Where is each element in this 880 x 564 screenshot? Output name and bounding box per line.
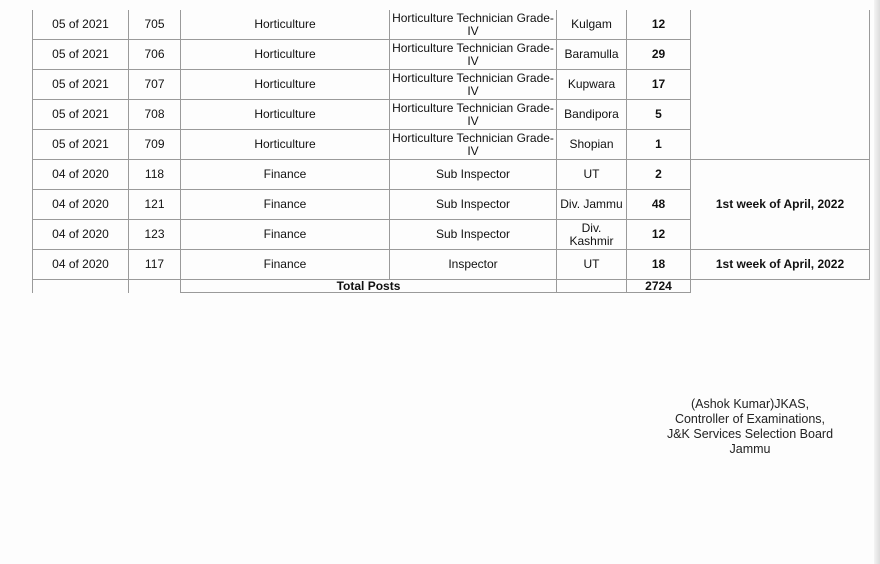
table-row: [33, 160, 870, 190]
notification-cell: 05 of 2021: [33, 40, 129, 70]
schedule-cell: 1st week of April, 2022: [691, 250, 870, 280]
schedule-cell: [691, 10, 870, 160]
schedule-cell: 1st week of April, 2022: [691, 160, 870, 250]
district-cell: Bandipora: [557, 100, 627, 130]
blank-cell: [129, 280, 181, 293]
signatory-title: Controller of Examinations,: [674, 412, 826, 426]
post-cell: Horticulture Technician Grade-IV: [390, 130, 557, 160]
signatory-organization: J&K Services Selection Board: [666, 427, 834, 441]
department-cell: Finance: [181, 250, 390, 280]
item-no-cell: 706: [129, 40, 181, 70]
post-cell: Horticulture Technician Grade-IV: [390, 100, 557, 130]
item-no-cell: 708: [129, 100, 181, 130]
posts-count-cell: 5: [627, 100, 691, 130]
signature-block: [650, 397, 850, 457]
item-no-cell: 123: [129, 220, 181, 250]
blank-cell: [557, 280, 627, 293]
department-cell: Finance: [181, 190, 390, 220]
notification-cell: 05 of 2021: [33, 10, 129, 40]
department-cell: Horticulture: [181, 40, 390, 70]
blank-cell: [33, 280, 129, 293]
post-cell: Sub Inspector: [390, 220, 557, 250]
signatory-location: Jammu: [729, 442, 771, 456]
notification-cell: 05 of 2021: [33, 100, 129, 130]
department-cell: Finance: [181, 220, 390, 250]
post-cell: Sub Inspector: [390, 190, 557, 220]
notification-cell: 04 of 2020: [33, 190, 129, 220]
notification-cell: 04 of 2020: [33, 160, 129, 190]
posts-count-cell: 12: [627, 220, 691, 250]
department-cell: Horticulture: [181, 130, 390, 160]
item-no-cell: 117: [129, 250, 181, 280]
total-value: 2724: [627, 280, 691, 293]
district-cell: Kulgam: [557, 10, 627, 40]
notification-cell: 05 of 2021: [33, 70, 129, 100]
department-cell: Horticulture: [181, 70, 390, 100]
district-cell: Kupwara: [557, 70, 627, 100]
total-row: [33, 280, 870, 293]
posts-count-cell: 17: [627, 70, 691, 100]
page-edge-shadow: [874, 0, 880, 564]
blank-cell: [691, 280, 870, 293]
district-cell: UT: [557, 250, 627, 280]
notification-cell: 05 of 2021: [33, 130, 129, 160]
posts-count-cell: 12: [627, 10, 691, 40]
posts-count-cell: 29: [627, 40, 691, 70]
department-cell: Horticulture: [181, 100, 390, 130]
posts-count-cell: 48: [627, 190, 691, 220]
table-row: [33, 250, 870, 280]
district-cell: Div. Kashmir: [557, 220, 627, 250]
post-cell: Inspector: [390, 250, 557, 280]
item-no-cell: 709: [129, 130, 181, 160]
posts-table: [32, 10, 870, 293]
item-no-cell: 705: [129, 10, 181, 40]
item-no-cell: 121: [129, 190, 181, 220]
post-cell: Horticulture Technician Grade-IV: [390, 40, 557, 70]
posts-count-cell: 1: [627, 130, 691, 160]
post-cell: Horticulture Technician Grade-IV: [390, 10, 557, 40]
post-cell: Horticulture Technician Grade-IV: [390, 70, 557, 100]
notification-cell: 04 of 2020: [33, 250, 129, 280]
notification-cell: 04 of 2020: [33, 220, 129, 250]
district-cell: Div. Jammu: [557, 190, 627, 220]
district-cell: Baramulla: [557, 40, 627, 70]
post-cell: Sub Inspector: [390, 160, 557, 190]
posts-count-cell: 18: [627, 250, 691, 280]
table-row: [33, 10, 870, 40]
posts-count-cell: 2: [627, 160, 691, 190]
item-no-cell: 707: [129, 70, 181, 100]
total-label: Total Posts: [181, 280, 557, 293]
department-cell: Finance: [181, 160, 390, 190]
district-cell: UT: [557, 160, 627, 190]
district-cell: Shopian: [557, 130, 627, 160]
item-no-cell: 118: [129, 160, 181, 190]
department-cell: Horticulture: [181, 10, 390, 40]
signatory-name: (Ashok Kumar)JKAS,: [690, 397, 810, 411]
